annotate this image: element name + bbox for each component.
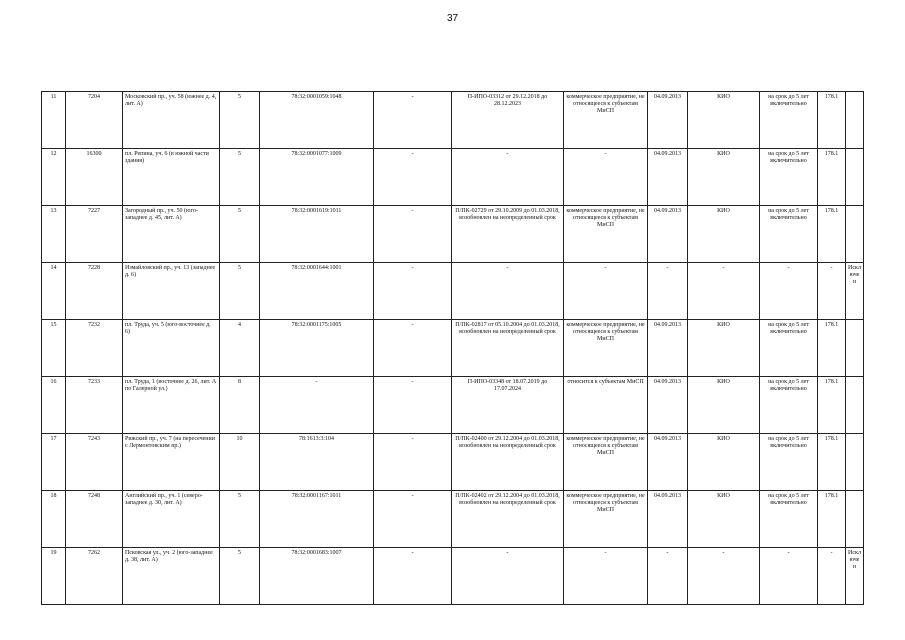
lease-agreement: П/ПК-02400 от 29.12.2004 до 01.03.2018, возобновлен на неопределенный срок	[452, 434, 564, 491]
legal-article: 178.1	[818, 434, 846, 491]
table-row	[42, 377, 864, 434]
organization: -	[688, 263, 760, 320]
placement-term: -	[760, 548, 818, 605]
decision-date: 04.09.2013	[648, 149, 688, 206]
organization: КИО	[688, 92, 760, 149]
row-number: 11	[42, 92, 66, 149]
object-address: Псковская ул., уч. 2 (юго-западнее д. 38, лит. А)	[123, 548, 220, 605]
organization: КИО	[688, 206, 760, 263]
table-row	[42, 92, 864, 149]
zone-number: 8	[220, 377, 260, 434]
extra-value: -	[374, 206, 452, 263]
extra-value: -	[374, 548, 452, 605]
object-address: Московский пр., уч. 58 (южнее д. 4, лит. А)	[123, 92, 220, 149]
decision-date: 04.09.2013	[648, 377, 688, 434]
registry-body	[42, 92, 864, 605]
decision-date: 04.09.2013	[648, 491, 688, 548]
object-code: 7243	[66, 434, 123, 491]
zone-number: 5	[220, 263, 260, 320]
zone-number: 10	[220, 434, 260, 491]
row-note	[846, 377, 864, 434]
object-address: пл. Труда, 1 (восточнее д. 26, лит. А по Галерной ул.)	[123, 377, 220, 434]
object-address: пл. Репина, уч. 6 (в южной части здания)	[123, 149, 220, 206]
legal-article: 178.1	[818, 491, 846, 548]
object-code: 16300	[66, 149, 123, 206]
cadastral-number: 78:32:0001644:1001	[260, 263, 374, 320]
row-note: Исключен	[846, 263, 864, 320]
row-number: 17	[42, 434, 66, 491]
decision-date: 04.09.2013	[648, 320, 688, 377]
row-number: 19	[42, 548, 66, 605]
extra-value: -	[374, 434, 452, 491]
row-number: 15	[42, 320, 66, 377]
tenant-type: -	[564, 263, 648, 320]
legal-article: 178.1	[818, 377, 846, 434]
cadastral-number: 78:32:0001619:1011	[260, 206, 374, 263]
object-address: Рижский пр., уч. 7 (на пересечении с Лермонтовским пр.)	[123, 434, 220, 491]
placement-term: на срок до 5 лет включительно	[760, 206, 818, 263]
object-address: Измайловский пр., уч. 13 (западнее д. 6)	[123, 263, 220, 320]
zone-number: 5	[220, 548, 260, 605]
lease-agreement: -	[452, 263, 564, 320]
zone-number: 5	[220, 491, 260, 548]
placement-term: на срок до 5 лет включительно	[760, 434, 818, 491]
tenant-type: относится к субъектам МиСП	[564, 377, 648, 434]
decision-date: -	[648, 548, 688, 605]
organization: КИО	[688, 377, 760, 434]
legal-article: 178.1	[818, 320, 846, 377]
object-code: 7233	[66, 377, 123, 434]
tenant-type: -	[564, 149, 648, 206]
table-row	[42, 548, 864, 605]
extra-value: -	[374, 149, 452, 206]
lease-agreement: П-ИПО-03312 от 29.12.2018 до 28.12.2023	[452, 92, 564, 149]
cadastral-number: 78:32:0001683:1007	[260, 548, 374, 605]
placement-term: на срок до 5 лет включительно	[760, 377, 818, 434]
lease-agreement: П-ИПО-03348 от 18.07.2019 до 17.07.2024	[452, 377, 564, 434]
row-number: 16	[42, 377, 66, 434]
row-number: 12	[42, 149, 66, 206]
decision-date: 04.09.2013	[648, 206, 688, 263]
row-note: Исключен	[846, 548, 864, 605]
legal-article: -	[818, 548, 846, 605]
row-note	[846, 491, 864, 548]
placement-term: на срок до 5 лет включительно	[760, 92, 818, 149]
object-code: 7204	[66, 92, 123, 149]
table-row	[42, 491, 864, 548]
legal-article: 178.1	[818, 206, 846, 263]
extra-value: -	[374, 263, 452, 320]
table-row	[42, 206, 864, 263]
row-note	[846, 320, 864, 377]
placement-term: -	[760, 263, 818, 320]
tenant-type: коммерческое предприятие, не относящееся к субъектам МиСП	[564, 92, 648, 149]
lease-agreement: П/ПК-02402 от 29.12.2004 до 01.03.2018, возобновлен на неопределенный срок	[452, 491, 564, 548]
page-number: 37	[446, 13, 459, 24]
row-note	[846, 92, 864, 149]
table-row	[42, 320, 864, 377]
legal-article: 178.1	[818, 149, 846, 206]
row-number: 14	[42, 263, 66, 320]
decision-date: 04.09.2013	[648, 434, 688, 491]
tenant-type: коммерческое предприятие, не относящееся к субъектам МиСП	[564, 434, 648, 491]
placement-term: на срок до 5 лет включительно	[760, 149, 818, 206]
row-number: 18	[42, 491, 66, 548]
object-code: 7232	[66, 320, 123, 377]
placement-term: на срок до 5 лет включительно	[760, 320, 818, 377]
object-address: Загородный пр., уч. 50 (юго-западнее д. 45, лит. А)	[123, 206, 220, 263]
tenant-type: коммерческое предприятие, не относящееся к субъектам МиСП	[564, 320, 648, 377]
decision-date: 04.09.2013	[648, 92, 688, 149]
zone-number: 5	[220, 149, 260, 206]
row-note	[846, 206, 864, 263]
registry-table	[41, 91, 864, 605]
zone-number: 5	[220, 92, 260, 149]
organization: -	[688, 548, 760, 605]
zone-number: 5	[220, 206, 260, 263]
extra-value: -	[374, 320, 452, 377]
cadastral-number: 78:32:0001059:1048	[260, 92, 374, 149]
tenant-type: -	[564, 548, 648, 605]
lease-agreement: П/ПК-02729 от 29.10.2009 до 01.03.2018, возобновлен на неопределенный срок	[452, 206, 564, 263]
legal-article: 178.1	[818, 92, 846, 149]
table-row	[42, 149, 864, 206]
extra-value: -	[374, 377, 452, 434]
extra-value: -	[374, 92, 452, 149]
organization: КИО	[688, 491, 760, 548]
cadastral-number: 78:32:0001175:1005	[260, 320, 374, 377]
object-code: 7227	[66, 206, 123, 263]
tenant-type: коммерческое предприятие, не относящееся к субъектам МиСП	[564, 206, 648, 263]
cadastral-number: -	[260, 377, 374, 434]
lease-agreement: -	[452, 548, 564, 605]
organization: КИО	[688, 434, 760, 491]
cadastral-number: 78:32:0001167:1011	[260, 491, 374, 548]
object-code: 7228	[66, 263, 123, 320]
object-code: 7262	[66, 548, 123, 605]
cadastral-number: 78:1613:3:104	[260, 434, 374, 491]
extra-value: -	[374, 491, 452, 548]
organization: КИО	[688, 149, 760, 206]
organization: КИО	[688, 320, 760, 377]
lease-agreement: П/ПК-02817 от 05.10.2004 до 01.03.2018, возобновлен на неопределенный срок	[452, 320, 564, 377]
row-number: 13	[42, 206, 66, 263]
object-address: пл. Труда, уч. 5 (юго-восточнее д. 6)	[123, 320, 220, 377]
table-row	[42, 263, 864, 320]
lease-agreement: -	[452, 149, 564, 206]
object-address: Английский пр., уч. 1 (северо-западнее д. 30, лит. А)	[123, 491, 220, 548]
table-row	[42, 434, 864, 491]
legal-article: -	[818, 263, 846, 320]
zone-number: 4	[220, 320, 260, 377]
row-note	[846, 434, 864, 491]
cadastral-number: 78:32:0001077:1009	[260, 149, 374, 206]
tenant-type: коммерческое предприятие, не относящееся к субъектам МиСП	[564, 491, 648, 548]
row-note	[846, 149, 864, 206]
decision-date: -	[648, 263, 688, 320]
object-code: 7248	[66, 491, 123, 548]
placement-term: на срок до 5 лет включительно	[760, 491, 818, 548]
